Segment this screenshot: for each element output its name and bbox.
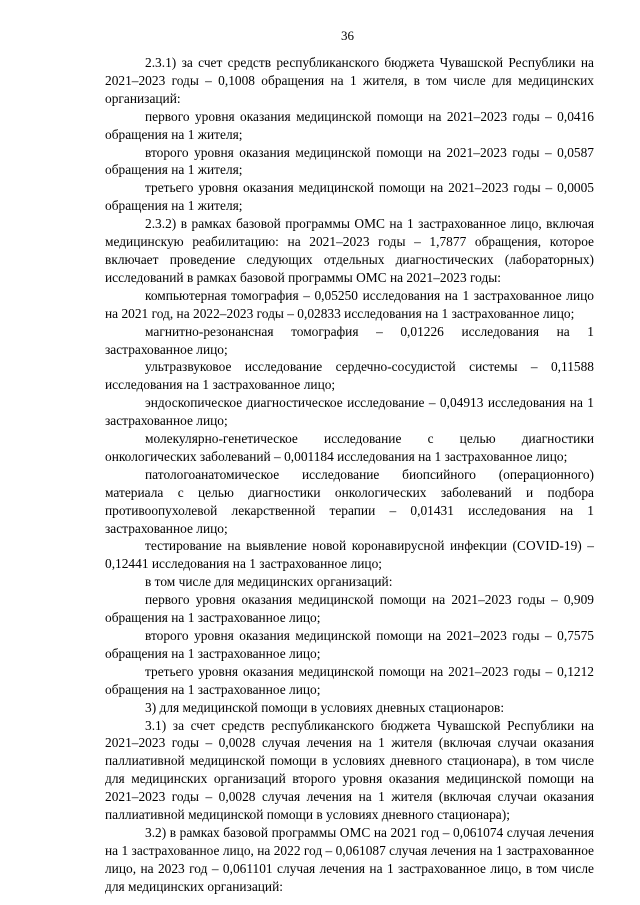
paragraph-2-3-2: 2.3.2) в рамках базовой программы ОМС на 1 застрахованное лицо, включая медицинскую реабилитацию: на 2021–2023 годы – 1,7877 обращения, которое включает проведение следующих отдельных диагностических (лабораторных) исследований в рамках базовой программы ОМС на 2021–2023 годы: <box>105 216 594 285</box>
paragraph-including: в том числе для медицинских организаций: <box>145 574 393 590</box>
paragraph-second-level-oms: второго уровня оказания медицинской помощи на 2021–2023 годы – 0,7575 обращения на 1 застрахованное лицо; <box>105 628 594 661</box>
paragraph-third-level-oms: третьего уровня оказания медицинской помощи на 2021–2023 годы – 0,1212 обращения на 1 застрахованное лицо; <box>105 663 594 697</box>
paragraph-covid-testing: тестирование на выявление новой коронавирусной инфекции (COVID-19) – 0,12441 исследования на 1 застрахованное лицо; <box>105 538 594 572</box>
paragraph-mri: магнитно-резонансная томография – 0,01226 исследования на 1 застрахованное лицо; <box>105 323 594 357</box>
paragraph-3-2: 3.2) в рамках базовой программы ОМС на 2021 год – 0,061074 случая лечения на 1 застрахованное лицо, на 2022 год – 0,061087 случая лечения на 1 застрахованное лицо, на 2023 год – 0,061101 случая лечения на 1 застрахованное лицо, в том числе для медицинских организаций: <box>105 824 594 894</box>
paragraph-2-3-1: 2.3.1) за счет средств республиканского бюджета Чувашской Республики на 2021–2023 годы – 0,1008 обращения на 1 жителя, в том числе для медицинских организаций: <box>105 55 594 106</box>
paragraph-ultrasound: ультразвуковое исследование сердечно-сосудистой системы – 0,11588 исследования на 1 застрахованное лицо; <box>105 359 594 393</box>
body-text <box>105 54 594 896</box>
paragraph-ct: компьютерная томография – 0,05250 исследования на 1 застрахованное лицо на 2021 год, на 2022–2023 годы – 0,02833 исследования на 1 застрахованное лицо; <box>105 287 594 321</box>
paragraph-endoscopy: эндоскопическое диагностическое исследование – 0,04913 исследования на 1 застрахованное лицо; <box>105 395 594 429</box>
paragraph-first-level: первого уровня оказания медицинской помощи на 2021–2023 годы – 0,0416 обращения на 1 жителя; <box>105 108 594 142</box>
paragraph-molecular-genetic: молекулярно-генетическое исследование с целью диагностики онкологических заболеваний – 0,001184 исследования на 1 застрахованное лицо; <box>105 431 594 464</box>
page-number: 36 <box>341 28 354 43</box>
paragraph-pathology: патологоанатомическое исследование биопсийного (операционного) материала с целью диагностики онкологических заболеваний и подбора противоопухолевой лекарственной терапии – 0,01431 исследования на 1 застрахованное лицо; <box>105 466 594 536</box>
paragraph-3-1: 3.1) за счет средств республиканского бюджета Чувашской Республики на 2021–2023 годы – 0,0028 случая лечения на 1 жителя (включая случаи оказания паллиативной медицинской помощи в условиях дневного стационара), в том числе для медицинских организаций второго уровня оказания медицинской помощи на 2021–2023 годы – 0,0028 случая лечения на 1 жителя (включая случаи оказания паллиативной медицинской помощи в условиях дневного стационара); <box>105 717 594 823</box>
paragraph-first-level-oms: первого уровня оказания медицинской помощи на 2021–2023 годы – 0,909 обращения на 1 застрахованное лицо; <box>105 592 594 626</box>
paragraph-3: 3) для медицинской помощи в условиях дневных стационаров: <box>145 699 505 715</box>
paragraph-second-level: второго уровня оказания медицинской помощи на 2021–2023 годы – 0,0587 обращения на 1 жителя; <box>105 144 594 178</box>
paragraph-third-level: третьего уровня оказания медицинской помощи на 2021–2023 годы – 0,0005 обращения на 1 жителя; <box>105 180 594 214</box>
